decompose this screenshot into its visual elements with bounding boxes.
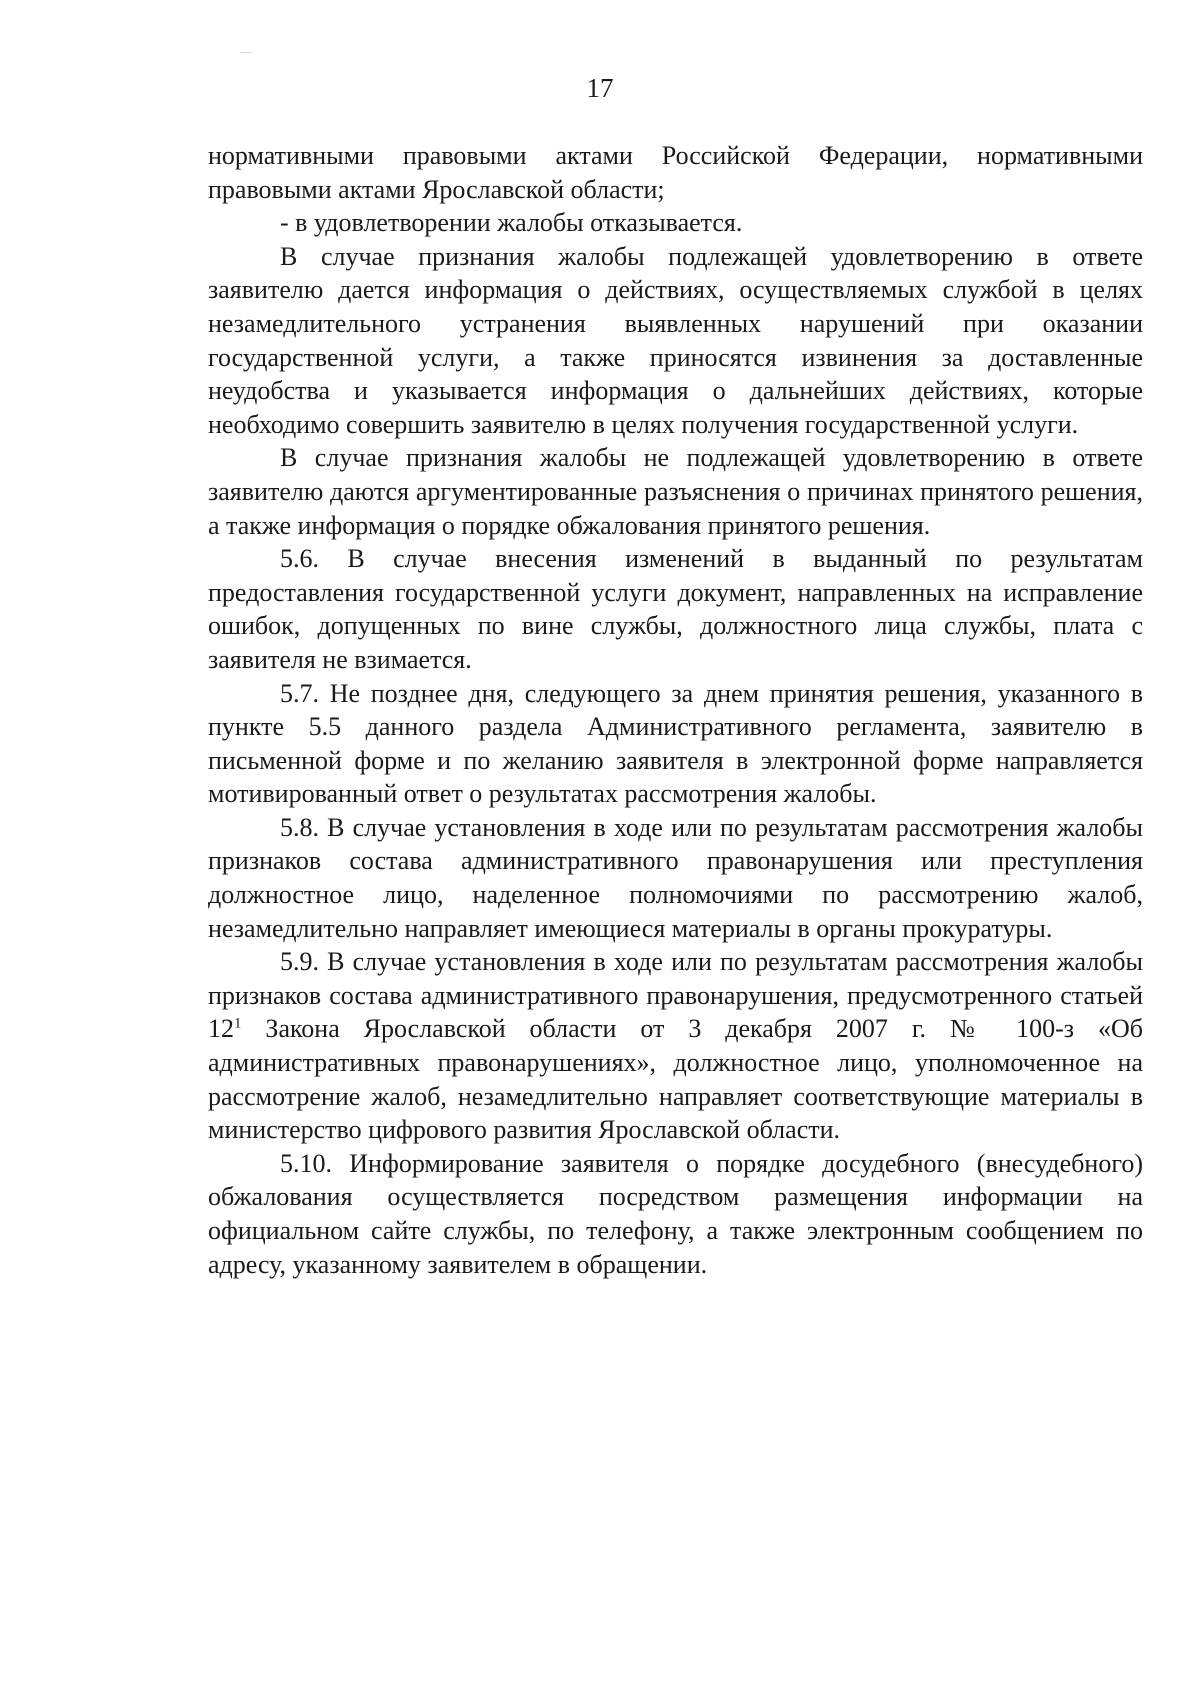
paragraph-refusal: - в удовлетворении жалобы отказывается.	[280, 208, 743, 238]
paragraph-5-9	[208, 945, 1143, 1147]
paragraph-continuation: нормативными правовыми актами Российской Федерации, нормативными правовыми актами Ярославской области;	[208, 141, 1143, 204]
paragraph-5-9-end: Закона Ярославской области от 3 декабря 2007 г. № 100-з «Об административных правонарушениях», должностное лицо, уполномоченное на рассмотрение жалоб, незамедлительно направляет соответствующие материалы в министерство цифрового развития Ярославской области.	[208, 1014, 1143, 1145]
paragraph-5-10: 5.10. Информирование заявителя о порядке досудебного (внесудебного) обжалования осуществляется посредством размещения информации на официальном сайте службы, по телефону, а также электронным сообщением по адресу, указанному заявителем в обращении.	[208, 1148, 1143, 1279]
page-number: 17	[586, 73, 614, 103]
paragraph-5-7: 5.7. Не позднее дня, следующего за днем принятия решения, указанного в пункте 5.5 данного раздела Административного регламента, заявителю в письменной форме и по желанию заявителя в электронной форме направляется мотивированный ответ о результатах рассмотрения жалобы.	[208, 678, 1143, 809]
scan-artifact	[240, 52, 252, 53]
paragraph-not-satisfied: В случае признания жалобы не подлежащей удовлетворению в ответе заявителю даются аргументированные разъяснения о причинах принятого решения, а также информация о порядке обжалования принятого решения.	[208, 443, 1143, 540]
footnote-superscript: 1	[234, 1015, 242, 1032]
document-body	[208, 139, 1143, 1281]
paragraph-5-9-start: 5.9. В случае установления в ходе или по результатам рассмотрения жалобы признаков состава административного правонарушения, предусмотренного статьей 12	[208, 947, 1143, 1044]
paragraph-5-6: 5.6. В случае внесения изменений в выданный по результатам предоставления государственной услуги документ, направленных на исправление ошибок, допущенных по вине службы, должностного лица службы, плата с заявителя не взимается.	[208, 544, 1143, 674]
paragraph-satisfied: В случае признания жалобы подлежащей удовлетворению в ответе заявителю дается информация о действиях, осуществляемых службой в целях незамедлительного устранения выявленных нарушений при оказании государственной услуги, а также приносятся извинения за доставленные неудобства и указывается информация о дальнейших действиях, которые необходимо совершить заявителю в целях получения государственной услуги.	[208, 241, 1143, 439]
paragraph-5-8: 5.8. В случае установления в ходе или по результатам рассмотрения жалобы признаков состава административного правонарушения или преступления должностное лицо, наделенное полномочиями по рассмотрению жалоб, незамедлительно направляет имеющиеся материалы в органы прокуратуры.	[208, 812, 1143, 943]
